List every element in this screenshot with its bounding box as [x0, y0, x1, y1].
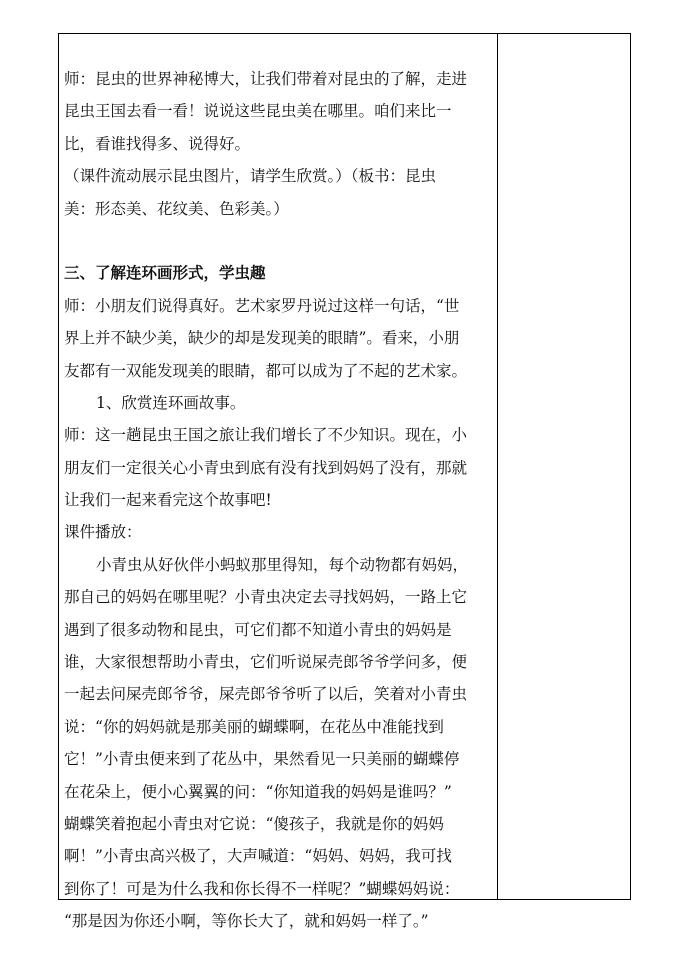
notes-cell	[498, 34, 631, 899]
text-line: 课件播放：	[64, 523, 142, 542]
text-line: 那自己的妈妈在哪里呢？小青虫决定去寻找妈妈，一路上它	[64, 588, 468, 607]
text-line: 师：这一趟昆虫王国之旅让我们增长了不少知识。现在，小	[64, 426, 468, 445]
text-line: 遇到了很多动物和昆虫，可它们都不知道小青虫的妈妈是	[64, 620, 452, 639]
text-line: 界上并不缺少美，缺少的却是发现美的眼睛”。看来，小朋	[64, 329, 460, 348]
text-line: （课件流动展示昆虫图片，请学生欣赏。）（板书：昆虫	[64, 167, 437, 186]
text-line: 昆虫王国去看一看！说说这些昆虫美在哪里。咱们来比一	[64, 102, 452, 121]
text-line: 师：昆虫的世界神秘博大，让我们带着对昆虫的了解，走进	[64, 70, 468, 88]
section-heading: 三、了解连环画形式，学虫趣	[64, 263, 266, 283]
text-line: 到你了！可是为什么我和你长得不一样呢？”蝴蝶妈妈说：	[64, 879, 460, 898]
text-line: 谁，大家很想帮助小青虫，它们听说屎壳郎爷爷学问多，便	[64, 653, 468, 672]
lesson-content-cell	[64, 63, 489, 938]
blank-line	[64, 225, 489, 257]
text-line: “那是因为你还小啊，等你长大了，就和妈妈一样了。”	[64, 912, 429, 931]
text-line: 小青虫从好伙伴小蚂蚁那里得知，每个动物都有妈妈，	[96, 555, 469, 574]
lesson-table	[58, 33, 631, 931]
text-line: 1、欣赏连环画故事。	[96, 393, 246, 412]
text-line: 友都有一双能发现美的眼睛，都可以成为了不起的艺术家。	[64, 361, 468, 380]
text-line: 说：“你的妈妈就是那美丽的蝴蝶啊，在花丛中准能找到	[64, 717, 444, 736]
text-line: 让我们一起来看完这个故事吧!	[64, 491, 272, 510]
text-line: 美：形态美、花纹美、色彩美。）	[64, 199, 289, 218]
text-line: 蝴蝶笑着抱起小青虫对它说：“傻孩子，我就是你的妈妈	[64, 814, 444, 833]
text-line: 比，看谁找得多、说得好。	[64, 134, 251, 153]
text-line: 在花朵上，便小心翼翼的问：“你知道我的妈妈是谁吗？”	[64, 782, 452, 801]
text-line: 啊！”小青虫高兴极了，大声喊道：“妈妈、妈妈，我可找	[64, 847, 452, 866]
text-line: 师：小朋友们说得真好。艺术家罗丹说过这样一句话，“世	[64, 296, 460, 315]
text-line: 朋友们一定很关心小青虫到底有没有找到妈妈了没有，那就	[64, 458, 468, 477]
text-line: 它！”小青虫便来到了花丛中，果然看见一只美丽的蝴蝶停	[64, 750, 460, 769]
text-line: 一起去问屎壳郎爷爷，屎壳郎爷爷听了以后，笑着对小青虫	[64, 685, 468, 704]
